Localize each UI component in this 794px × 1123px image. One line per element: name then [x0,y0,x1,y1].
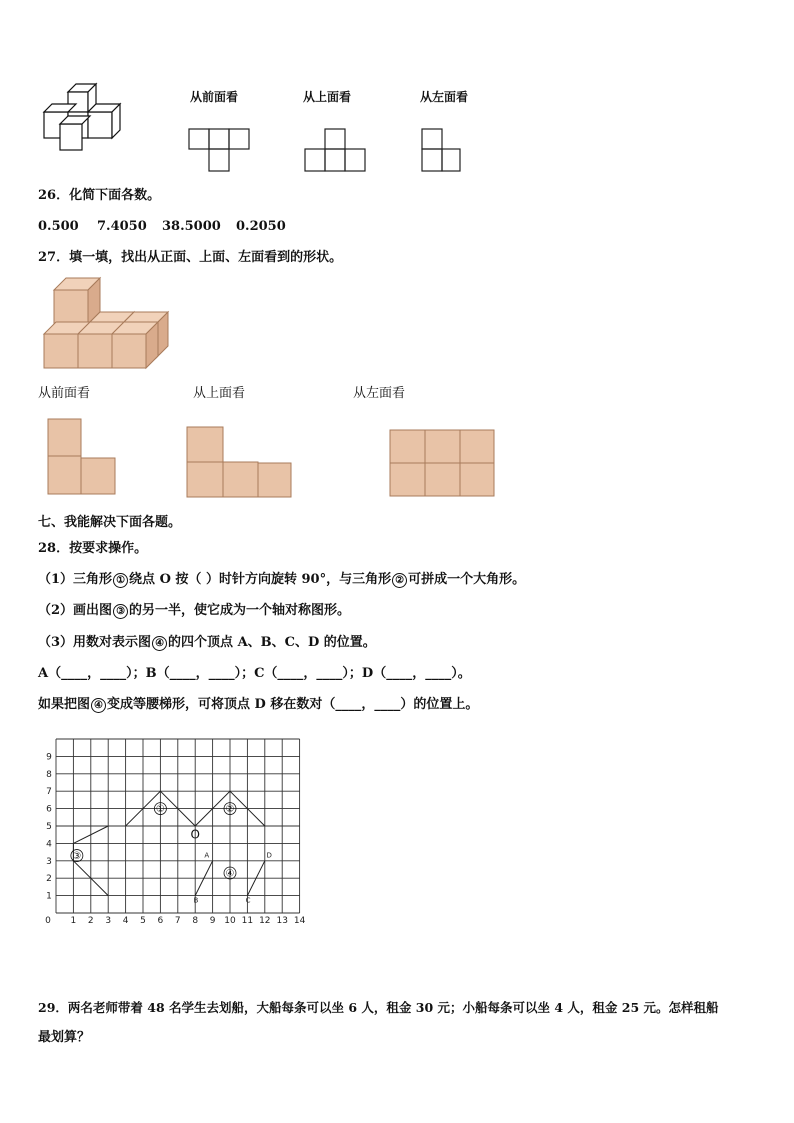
q28-part1-text-a: （1）三角形 [38,572,113,587]
x-tick-label: 13 [276,916,288,926]
q25-top-view [304,128,374,178]
x-tick-label: 3 [105,916,112,926]
x-tick-label: 4 [122,916,129,926]
y-tick-label: 1 [46,891,52,902]
q28-title: 28．按要求操作。 [38,541,148,556]
x-tick-label: 0 [45,916,51,926]
x-tick-label: 1 [70,916,77,926]
q28-coordinate-grid [38,726,308,926]
q25-cube-stack [40,80,140,160]
q28-part2 [38,603,350,619]
x-tick-label: 2 [87,916,94,926]
q27-left-view [389,429,499,501]
q28-part1 [38,572,525,588]
q28-part4 [38,697,478,713]
q28-part4-text-a: 如果把图 [38,697,91,712]
point-o-label: O [190,827,200,842]
y-tick-label: 3 [46,856,52,867]
figure-3-label: ③ [72,851,82,863]
x-tick-label: 7 [174,916,181,926]
q26-number-1: 0.500 [38,219,79,234]
circled-4b: ④ [91,698,106,713]
q28-part1-text-b: 绕点 O 按（ ）时针方向旋转 90°，与三角形 [129,572,392,587]
point-d-label: D [266,851,272,860]
x-tick-label: 10 [224,916,236,926]
point-b-label: B [193,896,199,905]
point-c-label: C [245,896,251,905]
q29-line1: 29．两名老师带着 48 名学生去划船，大船每条可以坐 6 人，租金 30 元；小船每条可以坐 4 人，租金 25 元。怎样租船 [38,1000,719,1015]
x-tick-label: 11 [241,916,254,926]
section-7-title: 七、我能解决下面各题。 [38,515,182,530]
q26-number-4: 0.2050 [236,219,286,234]
q28-part3 [38,635,376,651]
y-tick-label: 2 [46,874,52,885]
x-tick-label: 5 [140,916,146,926]
q25-label-left: 从左面看 [420,90,469,104]
x-tick-label: 14 [293,916,306,926]
q25-front-view [188,128,258,178]
circled-1: ① [113,573,128,588]
q28-part4-text-b: 变成等腰梯形，可将顶点 D 移在数对（____，____）的位置上。 [107,697,479,712]
y-tick-label: 7 [46,787,52,798]
x-tick-label: 12 [259,916,271,926]
q28-part1-text-c: 可拼成一个大角形。 [408,572,526,587]
y-tick-label: 8 [46,769,52,780]
point-a-label: A [204,851,210,860]
q27-cube-stack [42,276,177,371]
x-tick-label: 6 [157,916,164,926]
circled-3: ③ [113,604,128,619]
circled-4: ④ [152,636,167,651]
q25-left-view [421,128,471,178]
x-tick-label: 9 [209,916,216,926]
q26-number-3: 38.5000 [162,219,221,234]
y-tick-label: 9 [46,752,52,763]
q25-label-front: 从前面看 [190,90,239,104]
figure-4-label: ④ [225,868,235,880]
q26-title: 26．化简下面各数。 [38,188,161,203]
y-tick-label: 6 [46,804,52,815]
q27-label-top: 从上面看 [193,386,246,401]
figure-1-label: ① [155,804,165,816]
q28-part2-text-b: 的另一半，使它成为一个轴对称图形。 [129,603,351,618]
q27-label-left: 从左面看 [353,386,406,401]
x-tick-label: 8 [192,916,199,926]
q27-title: 27．填一填，找出从正面、上面、左面看到的形状。 [38,250,343,265]
q27-front-view [47,418,122,498]
q27-top-view [186,426,296,501]
y-tick-label: 4 [46,839,52,850]
figure-2-label: ② [225,804,235,816]
q27-label-front: 从前面看 [38,386,91,401]
y-tick-label: 5 [46,822,52,832]
q25-label-top: 从上面看 [303,90,352,104]
q28-part2-text-a: （2）画出图 [38,603,113,618]
q28-part3-text-a: （3）用数对表示图 [38,635,152,650]
circled-2: ② [392,573,407,588]
q28-part3-text-b: 的四个顶点 A、B、C、D 的位置。 [168,635,376,650]
q29-line2: 最划算？ [38,1030,91,1045]
q26-number-2: 7.4050 [97,219,147,234]
q28-coords: A（____，____）；B（____，____）；C（____，____）；D（____，____）。 [38,666,471,681]
